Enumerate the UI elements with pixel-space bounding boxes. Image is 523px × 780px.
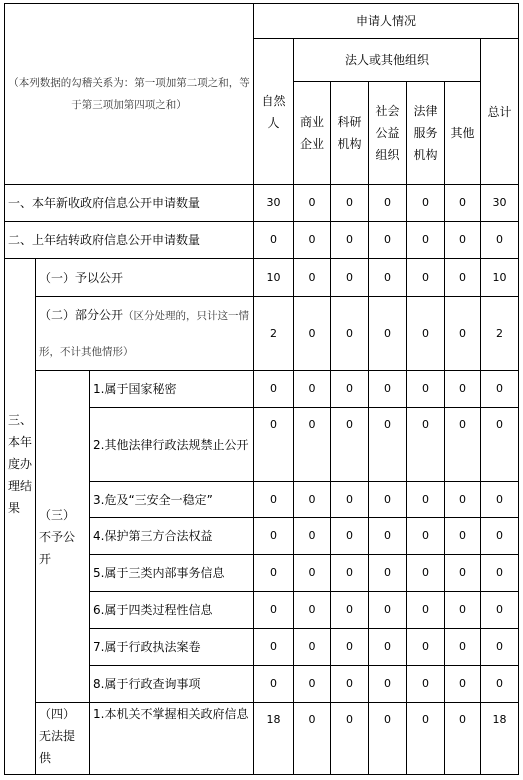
cell-value: 0 [331, 518, 369, 555]
cell-value: 0 [331, 259, 369, 297]
cell-value: 10 [481, 259, 519, 297]
cell-value: 0 [481, 222, 519, 259]
cell-value: 0 [445, 666, 481, 703]
cell-value: 0 [407, 185, 445, 222]
cell-value: 0 [407, 629, 445, 666]
cell-value: 0 [294, 222, 331, 259]
cell-value: 0 [407, 592, 445, 629]
cell-value: 0 [407, 555, 445, 592]
cell-value: 0 [254, 371, 294, 408]
cell-value: 0 [369, 518, 407, 555]
cell-value: 0 [445, 408, 481, 482]
table-row [5, 371, 519, 408]
cell-value: 0 [445, 482, 481, 518]
section-three-label: 三、本年度办理结果 [5, 259, 36, 775]
cell-value: 0 [445, 297, 481, 371]
row-label: 7.属于行政执法案卷 [90, 629, 254, 666]
row-label: 2.其他法律行政法规禁止公开 [90, 408, 254, 482]
cell-value: 0 [369, 371, 407, 408]
table-row [5, 222, 519, 259]
cell-value: 0 [294, 629, 331, 666]
cell-value: 0 [254, 629, 294, 666]
col-legal-service: 法律服务机构 [407, 82, 445, 185]
cell-value: 0 [481, 555, 519, 592]
row-label: 3.危及“三安全一稳定” [90, 482, 254, 518]
cell-value: 0 [445, 629, 481, 666]
cell-value: 2 [481, 297, 519, 371]
cell-value: 0 [445, 555, 481, 592]
cell-value: 0 [331, 555, 369, 592]
cell-value: 0 [407, 408, 445, 482]
cell-value: 0 [294, 482, 331, 518]
cell-value: 0 [254, 518, 294, 555]
cell-value: 0 [331, 629, 369, 666]
cell-value: 0 [481, 371, 519, 408]
sub-section-label: （四）无法提供 [36, 703, 90, 775]
cell-value: 0 [294, 408, 331, 482]
applicant-header: 申请人情况 [254, 4, 519, 39]
cell-value: 2 [254, 297, 294, 371]
col-research: 科研机构 [331, 82, 369, 185]
cell-value: 0 [294, 297, 331, 371]
table-row [5, 703, 519, 775]
cell-value: 0 [294, 518, 331, 555]
cell-value: 0 [445, 185, 481, 222]
cell-value: 0 [481, 408, 519, 482]
cell-value: 0 [407, 222, 445, 259]
cell-value: 10 [254, 259, 294, 297]
cell-value: 0 [369, 666, 407, 703]
cell-value: 0 [445, 259, 481, 297]
legal-group-header: 法人或其他组织 [294, 39, 481, 82]
cell-value: 0 [445, 222, 481, 259]
col-other: 其他 [445, 82, 481, 185]
cell-value: 0 [481, 592, 519, 629]
cell-value: 0 [369, 259, 407, 297]
cell-value: 0 [407, 371, 445, 408]
cell-value: 0 [407, 518, 445, 555]
cell-value: 0 [331, 666, 369, 703]
row-label: 1.属于国家秘密 [90, 371, 254, 408]
cell-value: 0 [331, 408, 369, 482]
cell-value: 0 [369, 592, 407, 629]
cell-value: 0 [407, 297, 445, 371]
note-cell: （本列数据的勾稽关系为：第一项加第二项之和，等于第三项加第四项之和） [5, 4, 254, 185]
col-natural-person: 自然人 [254, 39, 294, 185]
table-row [5, 185, 519, 222]
row-label: （一）予以公开 [36, 259, 254, 297]
row-label-text: （二）部分公开 [39, 307, 124, 322]
cell-value: 0 [481, 518, 519, 555]
cell-value: 0 [254, 555, 294, 592]
row-label: 1.本机关不掌握相关政府信息 [90, 703, 254, 775]
cell-value: 0 [369, 555, 407, 592]
cell-value: 0 [369, 703, 407, 775]
cell-value: 0 [331, 592, 369, 629]
cell-value: 0 [369, 222, 407, 259]
cell-value: 30 [254, 185, 294, 222]
row-label: 一、本年新收政府信息公开申请数量 [5, 185, 254, 222]
cell-value: 0 [294, 185, 331, 222]
cell-value: 0 [369, 482, 407, 518]
cell-value: 18 [481, 703, 519, 775]
cell-value: 30 [481, 185, 519, 222]
cell-value: 0 [481, 629, 519, 666]
cell-value: 0 [407, 703, 445, 775]
col-public-welfare: 社会公益组织 [369, 82, 407, 185]
cell-value: 0 [481, 482, 519, 518]
col-total: 总计 [481, 39, 519, 185]
cell-value: 0 [445, 703, 481, 775]
cell-value: 0 [254, 592, 294, 629]
table-row [5, 259, 519, 297]
cell-value: 0 [445, 518, 481, 555]
cell-value: 0 [481, 666, 519, 703]
disclosure-table [4, 3, 519, 775]
row-label: 5.属于三类内部事务信息 [90, 555, 254, 592]
cell-value: 0 [254, 482, 294, 518]
cell-value: 0 [331, 703, 369, 775]
cell-value: 0 [331, 185, 369, 222]
cell-value: 0 [369, 408, 407, 482]
cell-value: 0 [254, 666, 294, 703]
cell-value: 0 [254, 222, 294, 259]
cell-value: 0 [294, 592, 331, 629]
cell-value: 0 [407, 482, 445, 518]
row-label [36, 297, 254, 371]
cell-value: 0 [294, 666, 331, 703]
cell-value: 0 [294, 371, 331, 408]
cell-value: 0 [369, 297, 407, 371]
cell-value: 0 [369, 629, 407, 666]
cell-value: 0 [445, 371, 481, 408]
cell-value: 0 [369, 185, 407, 222]
row-label: 4.保护第三方合法权益 [90, 518, 254, 555]
row-label: 6.属于四类过程性信息 [90, 592, 254, 629]
cell-value: 0 [331, 371, 369, 408]
cell-value: 0 [294, 259, 331, 297]
col-business: 商业企业 [294, 82, 331, 185]
sub-section-label: （三）不予公开 [36, 371, 90, 703]
row-label-note: （区分处理的，只计这一情形，不计其他情形） [39, 309, 250, 358]
cell-value: 0 [294, 703, 331, 775]
cell-value: 0 [331, 297, 369, 371]
cell-value: 0 [254, 408, 294, 482]
cell-value: 0 [294, 555, 331, 592]
cell-value: 18 [254, 703, 294, 775]
cell-value: 0 [407, 666, 445, 703]
table-row [5, 297, 519, 371]
row-label: 8.属于行政查询事项 [90, 666, 254, 703]
cell-value: 0 [331, 222, 369, 259]
cell-value: 0 [331, 482, 369, 518]
cell-value: 0 [445, 592, 481, 629]
cell-value: 0 [407, 259, 445, 297]
row-label: 二、上年结转政府信息公开申请数量 [5, 222, 254, 259]
